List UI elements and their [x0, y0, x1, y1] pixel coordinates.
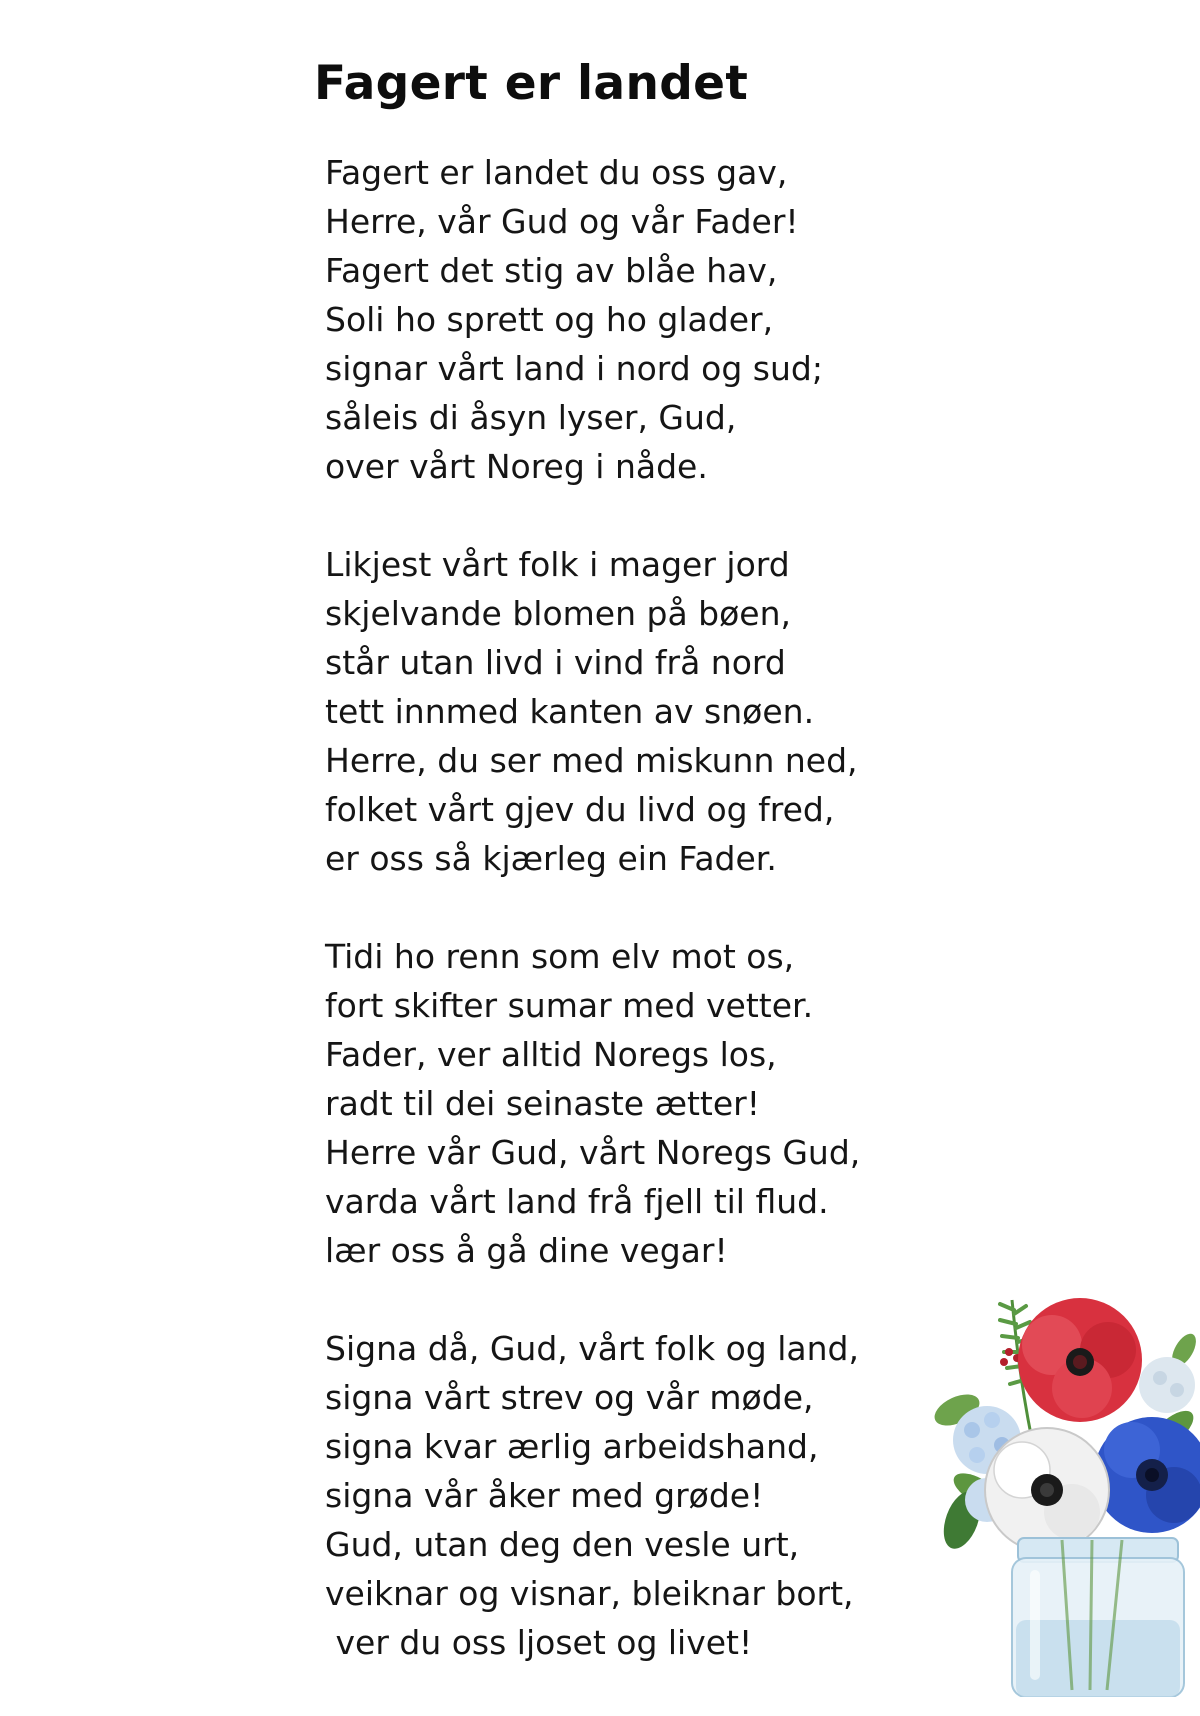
poem-line: over vårt Noreg i nåde.: [325, 447, 708, 486]
blue-flower-decoration: [1094, 1417, 1200, 1533]
poem-line: er oss så kjærleg ein Fader.: [325, 839, 777, 878]
poem-line: Herre, vår Gud og vår Fader!: [325, 202, 799, 241]
stanza-1: [325, 148, 945, 491]
white-flower-decoration: [985, 1428, 1109, 1552]
poem-line: ver du oss ljoset og livet!: [325, 1623, 753, 1662]
red-flower-decoration: [1018, 1298, 1142, 1422]
poem-line: Herre, du ser med miskunn ned,: [325, 741, 858, 780]
poem-body: [325, 148, 945, 1716]
poem-line: Likjest vårt folk i mager jord: [325, 545, 790, 584]
glass-jar-decoration: [1012, 1538, 1184, 1697]
poem-line: veiknar og visnar, bleiknar bort,: [325, 1574, 854, 1613]
poem-line: Gud, utan deg den vesle urt,: [325, 1525, 800, 1564]
poem-line: Fader, ver alltid Noregs los,: [325, 1035, 777, 1074]
poem-line: signa kvar ærlig arbeidshand,: [325, 1427, 819, 1466]
poem-line: folket vårt gjev du livd og fred,: [325, 790, 835, 829]
page-title: Fagert er landet: [314, 56, 749, 111]
poem-line: står utan livd i vind frå nord: [325, 643, 786, 682]
poem-line: Soli ho sprett og ho glader,: [325, 300, 774, 339]
poem-line: Fagert det stig av blåe hav,: [325, 251, 778, 290]
poem-line: Signa då, Gud, vårt folk og land,: [325, 1329, 859, 1368]
poem-line: signa vår åker med grøde!: [325, 1476, 764, 1515]
poem-line: signa vårt strev og vår møde,: [325, 1378, 814, 1417]
poem-line: Fagert er landet du oss gav,: [325, 153, 788, 192]
stanza-4: [325, 1324, 945, 1667]
poem-line: varda vårt land frå fjell til flud.: [325, 1182, 829, 1221]
poem-line: lær oss å gå dine vegar!: [325, 1231, 728, 1270]
flower-bouquet-icon: [932, 1290, 1200, 1697]
poem-line: såleis di åsyn lyser, Gud,: [325, 398, 737, 437]
poem-line: radt til dei seinaste ætter!: [325, 1084, 760, 1123]
stanza-3: [325, 932, 945, 1275]
poem-line: tett innmed kanten av snøen.: [325, 692, 815, 731]
poem-line: signar vårt land i nord og sud;: [325, 349, 823, 388]
poem-line: skjelvande blomen på bøen,: [325, 594, 792, 633]
stanza-2: [325, 540, 945, 883]
poem-line: fort skifter sumar med vetter.: [325, 986, 814, 1025]
poem-line: Herre vår Gud, vårt Noregs Gud,: [325, 1133, 861, 1172]
poem-line: Tidi ho renn som elv mot os,: [325, 937, 795, 976]
